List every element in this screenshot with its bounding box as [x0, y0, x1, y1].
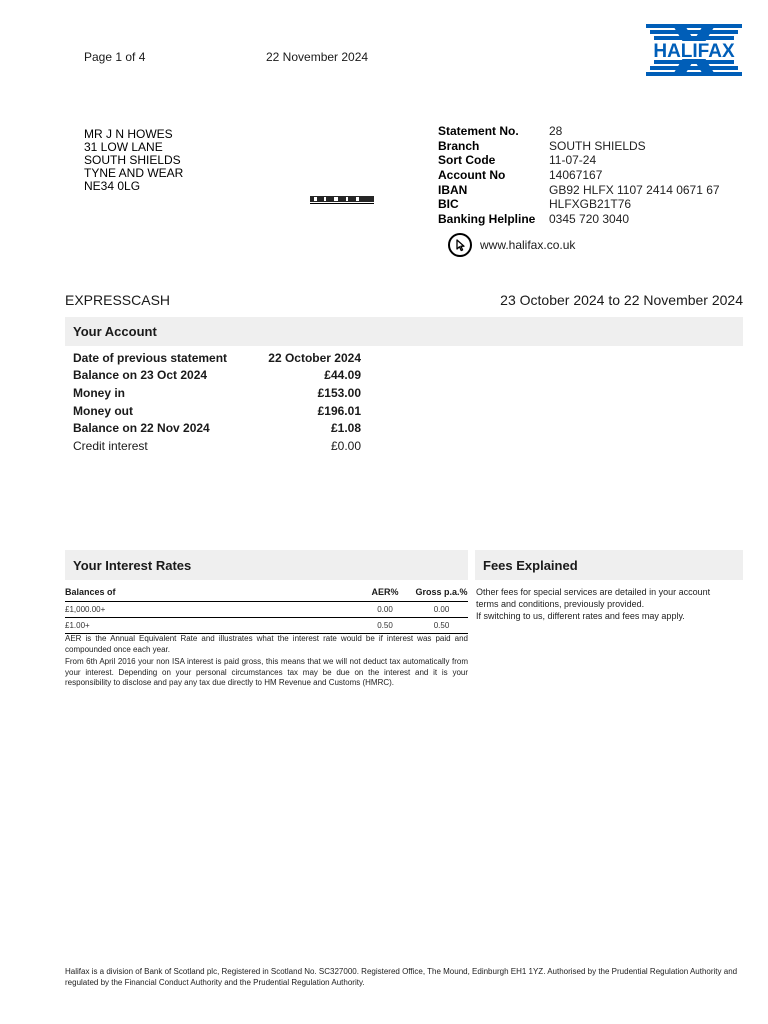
statement-date: 22 November 2024	[266, 50, 369, 64]
summary-value: 22 October 2024	[268, 350, 361, 365]
fees-line: If switching to us, different rates and fees may apply.	[476, 611, 685, 621]
detail-row	[438, 168, 720, 183]
account-name: EXPRESSCASH	[65, 292, 171, 308]
summary-row	[73, 402, 361, 420]
legal-footer: Halifax is a division of Bank of Scotland plc, Registered in Scotland No. SC327000. Registered Office, The Mound, Edinburgh EH1 1YZ. Authorised by the Prudential Regulation Authority and regulated by the Financial Conduct Authority and the Prudential Regulation Authority.	[65, 967, 738, 987]
summary-label: Money out	[73, 403, 133, 418]
column-header: AER%	[371, 587, 399, 597]
summary-value: £153.00	[317, 385, 361, 400]
summary-label: Balance on 22 Nov 2024	[73, 421, 210, 436]
summary-label: Money in	[73, 385, 126, 400]
address-line: SOUTH SHIELDS	[84, 153, 181, 167]
halifax-logo	[644, 24, 744, 76]
table-header	[65, 584, 468, 602]
your-account-header	[65, 317, 743, 346]
note-paragraph: From 6th April 2016 your non ISA interest is paid gross, this means that we will not deduct tax automatically from your interest. Depending on your personal circumstances tax may be due on the interest and it is your responsibility to disclose and pay any tax due directly to HM Revenue and Customs (HMRC).	[65, 657, 468, 687]
table-row	[65, 602, 468, 618]
summary-row	[73, 437, 361, 455]
summary-value: £44.09	[324, 368, 361, 383]
statement-details	[438, 124, 720, 226]
cursor-click-icon	[448, 233, 472, 257]
detail-row	[438, 182, 720, 197]
section-title: Your Interest Rates	[73, 558, 192, 573]
table-cell: £1,000.00+	[65, 605, 106, 614]
detail-value: HLFXGB21T76	[549, 197, 632, 212]
website-url[interactable]: www.halifax.co.uk	[480, 238, 576, 252]
summary-row	[73, 367, 361, 385]
table-cell: 0.50	[433, 621, 450, 630]
detail-value: 0345 720 3040	[549, 211, 630, 226]
summary-label: Credit interest	[73, 438, 148, 453]
detail-label: Sort Code	[438, 153, 496, 168]
detail-row	[438, 153, 720, 168]
customer-address	[84, 128, 183, 193]
detail-label: BIC	[438, 197, 459, 212]
address-line: TYNE AND WEAR	[84, 166, 184, 180]
summary-row	[73, 349, 361, 367]
account-summary-table	[73, 349, 361, 455]
table-cell: 0.50	[377, 621, 393, 630]
detail-value: SOUTH SHIELDS	[549, 138, 646, 153]
detail-row	[438, 139, 720, 154]
fees-line: terms and conditions, previously provided.	[476, 599, 645, 609]
summary-label: Date of previous statement	[73, 350, 228, 365]
fees-text	[476, 586, 744, 622]
interest-rates-table	[65, 584, 468, 634]
summary-value: £196.01	[317, 403, 361, 418]
table-cell: 0.00	[377, 605, 393, 614]
logo-text: HALIFAX	[653, 41, 735, 62]
page-number: Page 1 of 4	[84, 50, 146, 64]
column-header: Gross p.a.%	[415, 587, 468, 597]
interest-notes	[65, 634, 468, 691]
address-line: MR J N HOWES	[84, 127, 173, 141]
summary-row	[73, 419, 361, 437]
detail-label: IBAN	[438, 182, 468, 197]
detail-label: Branch	[438, 138, 480, 153]
detail-value: GB92 HLFX 1107 2414 0671 67	[549, 182, 720, 197]
detail-value: 14067167	[549, 168, 603, 183]
postal-barcode	[310, 193, 374, 205]
fees-explained-header	[475, 550, 743, 580]
fees-line: Other fees for special services are detailed in your account	[476, 587, 711, 597]
detail-value: 28	[549, 124, 563, 139]
address-line: NE34 0LG	[84, 179, 141, 193]
summary-row	[73, 384, 361, 402]
statement-period: 23 October 2024 to 22 November 2024	[500, 292, 743, 308]
detail-value: 11-07-24	[549, 153, 597, 168]
section-title: Your Account	[73, 324, 157, 339]
detail-label: Banking Helpline	[438, 211, 536, 226]
interest-rates-header	[65, 550, 468, 580]
table-row	[65, 618, 468, 634]
table-cell: 0.00	[433, 605, 450, 614]
detail-label: Account No	[438, 168, 506, 183]
summary-label: Balance on 23 Oct 2024	[73, 368, 208, 383]
detail-label: Statement No.	[438, 124, 519, 139]
detail-row	[438, 124, 720, 139]
note-paragraph: AER is the Annual Equivalent Rate and illustrates what the interest rate would be if interest was paid and compounded once each year.	[65, 634, 468, 654]
section-title: Fees Explained	[483, 558, 578, 573]
summary-value: £0.00	[330, 438, 361, 453]
website-link[interactable]	[448, 233, 575, 257]
column-header: Balances of	[65, 587, 116, 597]
address-line: 31 LOW LANE	[84, 140, 163, 154]
detail-row	[438, 197, 720, 212]
summary-value: £1.08	[330, 421, 361, 436]
table-cell: £1.00+	[65, 621, 90, 630]
detail-row	[438, 212, 720, 227]
